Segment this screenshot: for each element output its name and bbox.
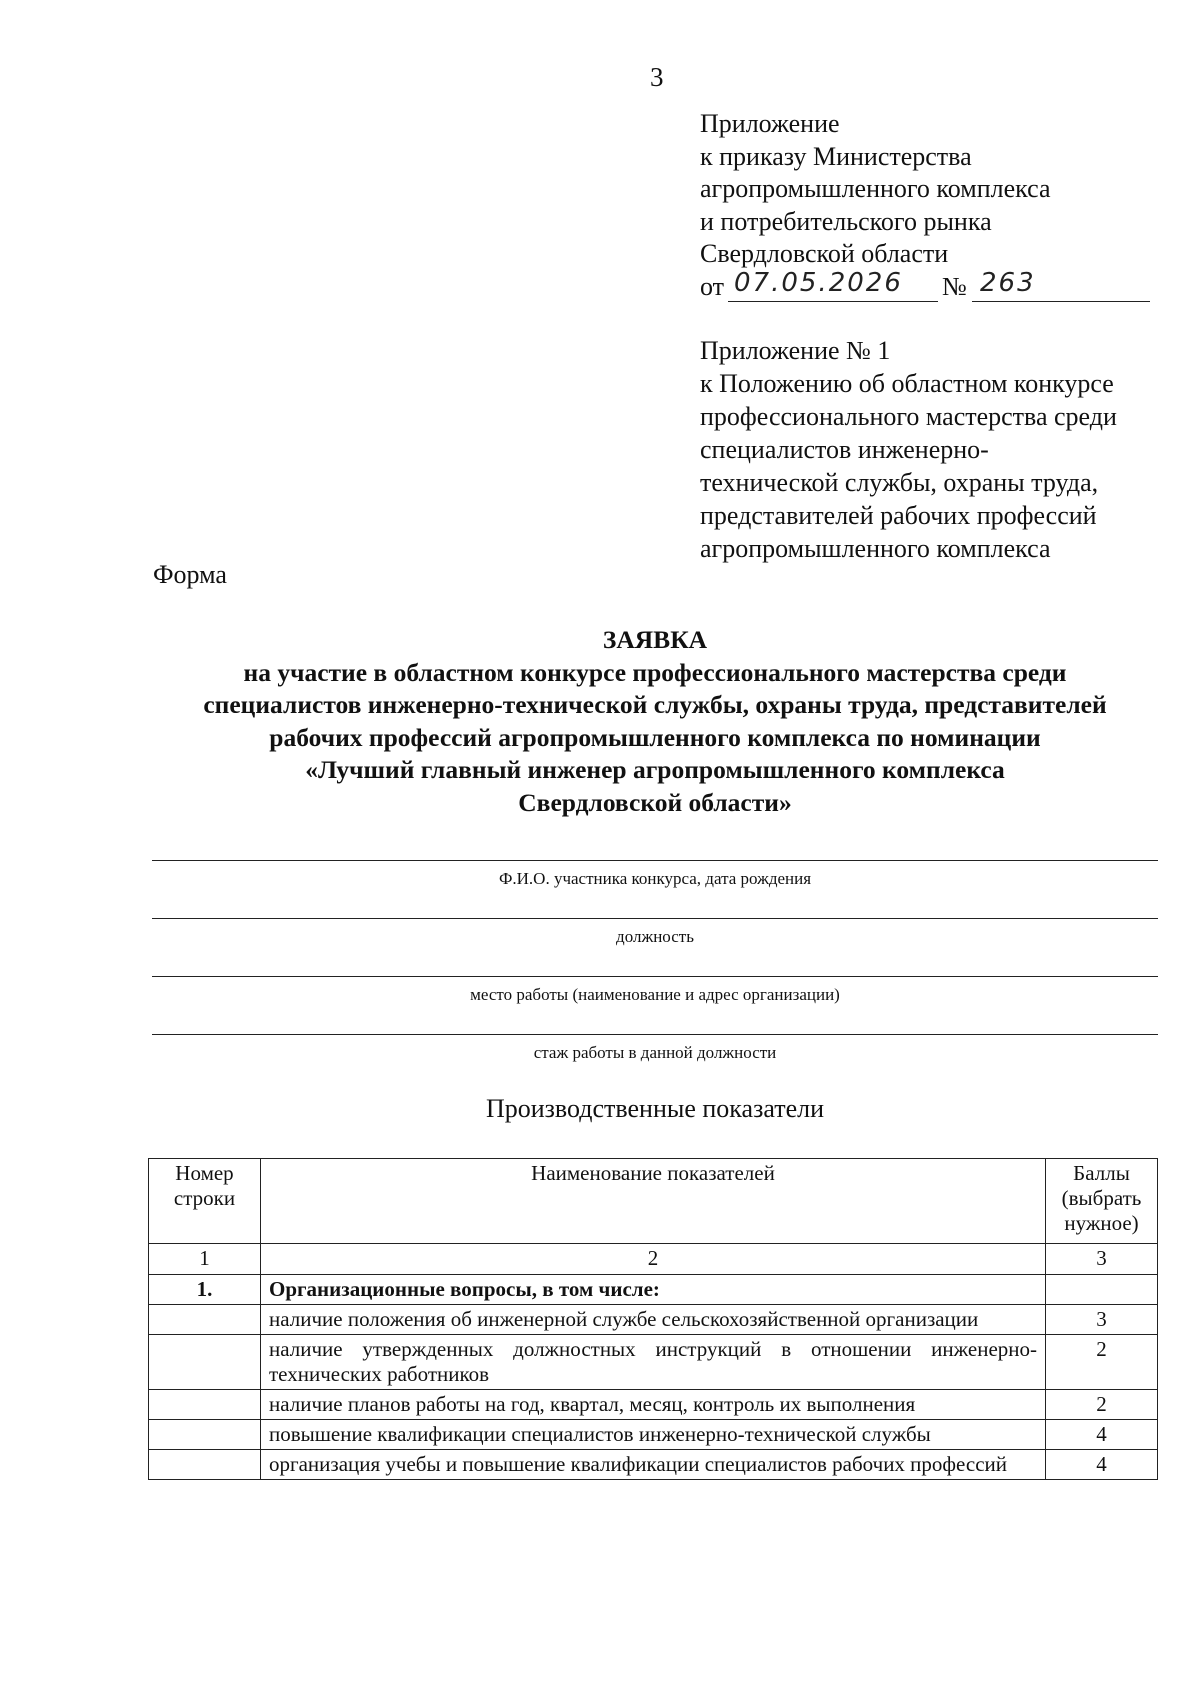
heading-line: рабочих профессий агропромышленного комплекса по номинации [269,722,1041,752]
number-underline [972,301,1150,302]
header-indicator-name: Наименование показателей [261,1159,1046,1244]
table-row [149,1335,1158,1390]
form-label: Форма [153,560,227,589]
fill-in-line [152,976,1158,977]
number-handwritten: 263 [980,267,1036,298]
group-number: 1. [149,1275,261,1305]
indicator-name: организация учебы и повышение квалификации специалистов рабочих профессий [261,1450,1046,1480]
fill-in-line [152,860,1158,861]
regulation-line: специалистов инженерно- [700,435,989,464]
header-points: Баллы (выбрать нужное) [1046,1159,1158,1244]
experience-field[interactable] [152,1034,1158,1063]
header-row-number: Номер строки [149,1159,261,1244]
row-number-cell [149,1450,261,1480]
appendix-line: Приложение [700,109,840,138]
regulation-line: Приложение № 1 [700,336,891,365]
row-number-cell [149,1305,261,1335]
group-title: Организационные вопросы, в том числе: [261,1275,1046,1305]
indicator-name: наличие положения об инженерной службе сельскохозяйственной организации [261,1305,1046,1335]
table-row [149,1450,1158,1480]
row-number-cell [149,1420,261,1450]
field-caption: место работы (наименование и адрес организации) [470,985,840,1004]
page-number: 3 [650,62,664,92]
indicator-name: наличие утвержденных должностных инструкций в отношении инженерно-технических работников [261,1335,1046,1390]
regulation-line: технической службы, охраны труда, [700,468,1099,497]
date-prefix: от [700,271,725,301]
group-points [1046,1275,1158,1305]
index-cell: 3 [1046,1244,1158,1275]
date-handwritten: 07.05.2026 [734,267,903,298]
heading-line: «Лучший главный инженер агропромышленного комплекса [305,755,1005,784]
date-underline [728,301,938,302]
table-index-row [149,1244,1158,1275]
table-header-row [149,1159,1158,1244]
indicator-name: повышение квалификации специалистов инженерно-технической службы [261,1420,1046,1450]
regulation-line: к Положению об областном конкурсе [700,369,1114,398]
appendix-line: и потребительского рынка [700,206,992,236]
field-caption: должность [616,927,694,946]
field-caption: Ф.И.О. участника конкурса, дата рождения [498,869,812,888]
section-title: Производственные показатели [485,1094,825,1123]
index-cell: 1 [149,1244,261,1275]
heading-line: специалистов инженерно-технической службы, охраны труда, представителей [203,690,1107,719]
regulation-reference [700,334,1117,565]
table-row [149,1390,1158,1420]
indicator-name: наличие планов работы на год, квартал, месяц, контроль их выполнения [261,1390,1046,1420]
regulation-line: представителей рабочих профессий [700,501,1097,530]
indicator-points[interactable]: 4 [1046,1450,1158,1480]
participant-name-field[interactable] [152,860,1158,889]
indicators-table [148,1158,1158,1480]
heading-title: ЗАЯВКА [602,625,708,654]
appendix-line: к приказу Министерства [700,141,972,171]
indicator-points[interactable]: 2 [1046,1390,1158,1420]
order-date-number-line [700,267,1150,305]
index-cell: 2 [261,1244,1046,1275]
row-number-cell [149,1335,261,1390]
application-heading [140,624,1170,819]
table-row [149,1305,1158,1335]
fill-in-line [152,1034,1158,1035]
table-row [149,1420,1158,1450]
indicator-points[interactable]: 2 [1046,1335,1158,1390]
table-group-row [149,1275,1158,1305]
indicator-points[interactable]: 4 [1046,1420,1158,1450]
appendix-line: Свердловской области [700,239,949,268]
row-number-cell [149,1390,261,1420]
fill-in-line [152,918,1158,919]
appendix-block [700,108,1150,305]
position-field[interactable] [152,918,1158,947]
regulation-line: профессионального мастерства среди [700,402,1117,431]
heading-line: Свердловской области» [518,787,792,817]
regulation-line: агропромышленного комплекса [700,534,1051,563]
field-caption: стаж работы в данной должности [533,1043,777,1062]
appendix-line: агропромышленного комплекса [700,174,1051,203]
indicator-points[interactable]: 3 [1046,1305,1158,1335]
heading-line: на участие в областном конкурсе профессионального мастерства среди [243,657,1067,687]
number-prefix: № [942,271,967,301]
workplace-field[interactable] [152,976,1158,1005]
